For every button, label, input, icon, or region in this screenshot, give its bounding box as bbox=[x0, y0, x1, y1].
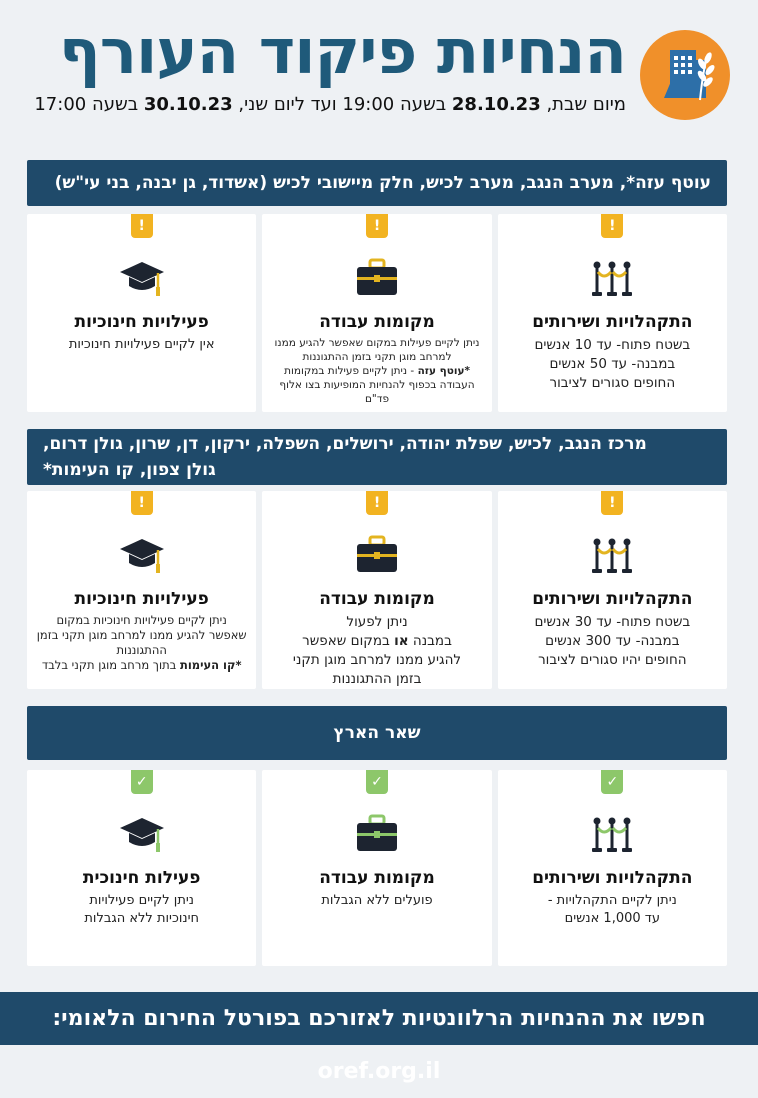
body-line: להגיע ממנו למרחב מוגן תקני bbox=[292, 652, 462, 668]
card-body bbox=[504, 336, 721, 393]
region-band-2 bbox=[27, 429, 727, 485]
education-card bbox=[27, 214, 256, 412]
body-line: בשטח פתוח- עד 30 אנשים bbox=[534, 614, 691, 630]
section-2-row bbox=[27, 491, 727, 689]
body-line: ניתן לקיים פעילויות bbox=[89, 893, 194, 908]
card-title: מקומות עבודה bbox=[319, 312, 435, 332]
date-start: 28.10.23 bbox=[451, 94, 541, 115]
body-line: למרחב מוגן תקני בזמן ההתגוננות bbox=[302, 351, 452, 363]
stanchion-icon bbox=[588, 812, 636, 856]
date-range bbox=[26, 92, 626, 118]
gatherings-card bbox=[498, 214, 727, 412]
warning-badge-icon: ! bbox=[131, 491, 153, 515]
body-line bbox=[268, 632, 485, 651]
line-bold: או bbox=[394, 633, 409, 649]
warning-badge-icon: ! bbox=[601, 491, 623, 515]
work-card bbox=[262, 770, 491, 966]
home-front-command-logo-icon bbox=[640, 30, 730, 120]
card-title: פעילות חינוכית bbox=[82, 868, 201, 888]
graduation-cap-icon bbox=[118, 256, 166, 300]
line-post: במקום שאפשר bbox=[302, 633, 395, 649]
stanchion-icon bbox=[588, 256, 636, 300]
page-header bbox=[0, 0, 758, 140]
body-line: ניתן לפעול bbox=[346, 614, 408, 630]
body-line: בשטח פתוח- עד 10 אנשים bbox=[534, 337, 691, 353]
education-card bbox=[27, 491, 256, 689]
warning-badge-icon: ! bbox=[366, 491, 388, 515]
warning-badge-icon: ! bbox=[601, 214, 623, 238]
body-line: במבנה- עד 50 אנשים bbox=[549, 356, 676, 372]
body-line: ניתן לקיים התקהלויות - bbox=[547, 893, 677, 908]
body-line: שאפשר להגיע ממנו למרחב מוגן תקני בזמן bbox=[36, 628, 247, 642]
body-line: אין לקיים פעילויות חינוכיות bbox=[68, 337, 215, 352]
card-title: התקהלויות ושירותים bbox=[532, 589, 693, 609]
graduation-cap-icon bbox=[118, 812, 166, 856]
gatherings-card bbox=[498, 491, 727, 689]
note-rest: בתוך מרחב מוגן תקני בלבד bbox=[41, 658, 180, 672]
body-line: החופים יהיו סגורים לציבור bbox=[538, 652, 687, 668]
card-body bbox=[33, 336, 250, 354]
graduation-cap-icon bbox=[118, 533, 166, 577]
body-line: העבודה בכפוף להנחיות המופיעות בצו אלוף פד"ם bbox=[279, 379, 475, 405]
body-line: חינוכיות ללא הגבלות bbox=[84, 911, 199, 926]
card-body bbox=[33, 892, 250, 928]
subtitle-mid: בשעה 19:00 ועד ליום שני, bbox=[232, 94, 452, 115]
card-body bbox=[33, 613, 250, 673]
warning-badge-icon: ! bbox=[131, 214, 153, 238]
card-title: מקומות עבודה bbox=[319, 589, 435, 609]
card-body bbox=[268, 336, 485, 406]
region-band-3: שאר הארץ bbox=[27, 706, 727, 760]
line-pre: במבנה bbox=[408, 633, 452, 649]
stanchion-icon bbox=[588, 533, 636, 577]
check-badge-icon: ✓ bbox=[366, 770, 388, 794]
body-note bbox=[268, 364, 485, 378]
footer-portal-link[interactable]: חפשו את ההנחיות הרלוונטיות לאזורכם בפורטל החירום הלאומי: oref.org.il bbox=[0, 992, 758, 1045]
note-bold: *קו העימות bbox=[179, 658, 242, 672]
subtitle-prefix: מיום שבת, bbox=[540, 94, 626, 115]
band-line: מרכז הנגב, לכיש, שפלת יהודה, ירושלים, השפלה, ירקון, דן, שרון, גולן דרום, bbox=[43, 434, 647, 454]
body-line: במבנה- עד 300 אנשים bbox=[545, 633, 680, 649]
education-card bbox=[27, 770, 256, 966]
band-line: גולן צפון, קו העימות* bbox=[43, 460, 216, 480]
card-title: פעילויות חינוכיות bbox=[74, 312, 209, 332]
card-title: התקהלויות ושירותים bbox=[532, 312, 693, 332]
warning-badge-icon: ! bbox=[366, 214, 388, 238]
region-band-1: עוטף עזה*, מערב הנגב, מערב לכיש, חלק מיישובי לכיש (אשדוד, גן יבנה, בני עי"ש) bbox=[27, 160, 727, 206]
body-line: ההתגוננות bbox=[116, 643, 167, 657]
check-badge-icon: ✓ bbox=[601, 770, 623, 794]
card-title: התקהלויות ושירותים bbox=[532, 868, 693, 888]
body-line: בזמן ההתגוננות bbox=[332, 671, 422, 687]
page-title: הנחיות פיקוד העורף bbox=[58, 15, 626, 88]
check-badge-icon: ✓ bbox=[131, 770, 153, 794]
card-title: פעילויות חינוכיות bbox=[74, 589, 209, 609]
section-1-row bbox=[27, 214, 727, 412]
work-card bbox=[262, 214, 491, 412]
body-line: פועלים ללא הגבלות bbox=[321, 893, 433, 908]
body-line: ניתן לקיים פעילות במקום שאפשר להגיע ממנו bbox=[274, 337, 480, 349]
date-end: 30.10.23 bbox=[143, 94, 233, 115]
body-line: החופים סגורים לציבור bbox=[549, 375, 676, 391]
note-rest: - ניתן לקיים פעילות במקומות bbox=[284, 365, 418, 377]
body-line: ניתן לקיים פעילויות חינוכיות במקום bbox=[56, 613, 227, 627]
card-body bbox=[504, 892, 721, 928]
gatherings-card bbox=[498, 770, 727, 966]
subtitle-suffix: בשעה 17:00 bbox=[34, 94, 144, 115]
card-title: מקומות עבודה bbox=[319, 868, 435, 888]
briefcase-icon bbox=[353, 533, 401, 577]
card-body bbox=[504, 613, 721, 670]
briefcase-icon bbox=[353, 812, 401, 856]
card-body bbox=[268, 613, 485, 689]
card-body bbox=[268, 892, 485, 910]
work-card bbox=[262, 491, 491, 689]
section-3-row bbox=[27, 770, 727, 966]
briefcase-icon bbox=[353, 256, 401, 300]
body-line: עד 1,000 אנשים bbox=[564, 911, 661, 926]
body-note bbox=[33, 658, 250, 673]
note-bold: *עוטף עזה bbox=[417, 365, 470, 377]
